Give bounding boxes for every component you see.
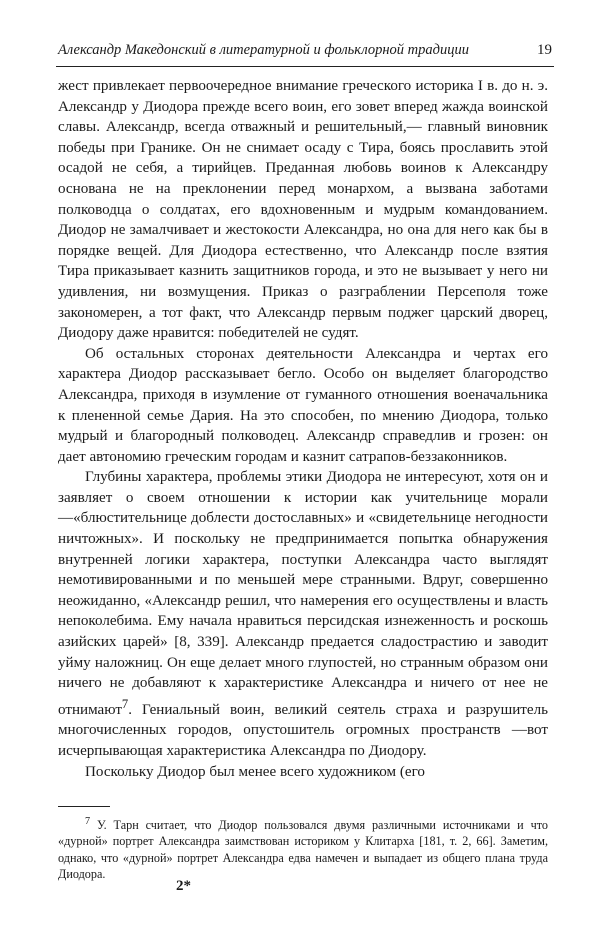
paragraph-3-text: Глубины характера, проблемы этики Диодора не интересуют, хотя он и заявляет о своем отношении к истории как учительнице морали —«блюстительнице доблести достославных» и «свидетельнице негодности ничтожных». И поскольку не предпринимается попытка обнаружения внутренней логики характера, поступки Александра часто выглядят немотивированными и по меньшей мере странными. Вдруг, совершенно неожиданно, «Александр решил, что намерения его осуществлены и власть непоколебима. Ему начала нравиться персидская изнеженность и роскошь азийских царей» [8, 339]. Александр предается сладострастию и заводит уйму наложниц. Он еще делает много глупостей, но странным образом они ничего не добавляют к характеристике Александра и ничего от нее не отнимают: [58, 469, 548, 718]
footnote-text: У. Тарн считает, что Диодор пользовался двумя различными источниками и что «дурной» портрет Александра заимствован историком у Клитарха [181, т. 2, 66]. Заметим, однако, что «дурной» портрет Александра едва намечен и выпадает из общего плана труда Диодора.: [58, 818, 548, 881]
footnote-reference: 7: [121, 696, 129, 711]
footnote-rule: [58, 806, 110, 807]
running-title: Александр Македонский в литературной и фольклорной традиции: [58, 42, 469, 58]
header-rule: [56, 66, 554, 67]
signature-mark: 2*: [176, 878, 191, 894]
paragraph-3-tail: . Гениальный воин, великий сеятель страха и разрушитель многочисленных городов, опустошитель огромных пространств —вот исчерпывающая характеристика Александра по Диодору.: [58, 701, 548, 760]
paragraph-2: Об остальных сторонах деятельности Александра и чертах его характера Диодор рассказывает бегло. Особо он выделяет благородство Александра, приходя в изумление от гуманного отношения военачальника к плененной семье Дария. На это способен, по мнению Диодора, только мудрый и благородный полководец. Александр справедлив и грозен: он дает автономию греческим городам и казнит сатрапов-беззаконников.: [58, 345, 548, 465]
paragraph-3: [58, 467, 548, 761]
footnote: [58, 814, 548, 882]
page-number: 19: [537, 42, 552, 58]
paragraph-4: Поскольку Диодор был менее всего художником (его: [85, 763, 425, 780]
paragraph-1: жест привлекает первоочередное внимание греческого историка I в. до н. э. Александр у Диодора прежде всего воин, его зовет вперед жажда воинской славы. Александр, всегда отважный и решительный,— главный виновник победы при Гранике. Он не снимает осаду с Тира, боясь прославить этой осадой не себя, а тирийцев. Преданная любовь воинов к Александру основана не на преклонении перед монархом, а вызвана заботами полководца о солдатах, его вдохновенным и мудрым командованием. Диодор не замалчивает и жестокости Александра, но она для него как бы в порядке вещей. Для Диодора естественно, что Александр после взятия Тира приказывает казнить защитников города, и это не вызывает у него ни удивления, ни возмущения. Приказ о разграблении Персеполя тоже закономерен, а тот факт, что Александр первым поджег царский дворец, Диодору даже нравится: победителей не судят.: [58, 78, 548, 342]
main-text: [58, 76, 548, 782]
running-header: [58, 42, 552, 59]
footnote-marker: 7: [85, 816, 91, 827]
